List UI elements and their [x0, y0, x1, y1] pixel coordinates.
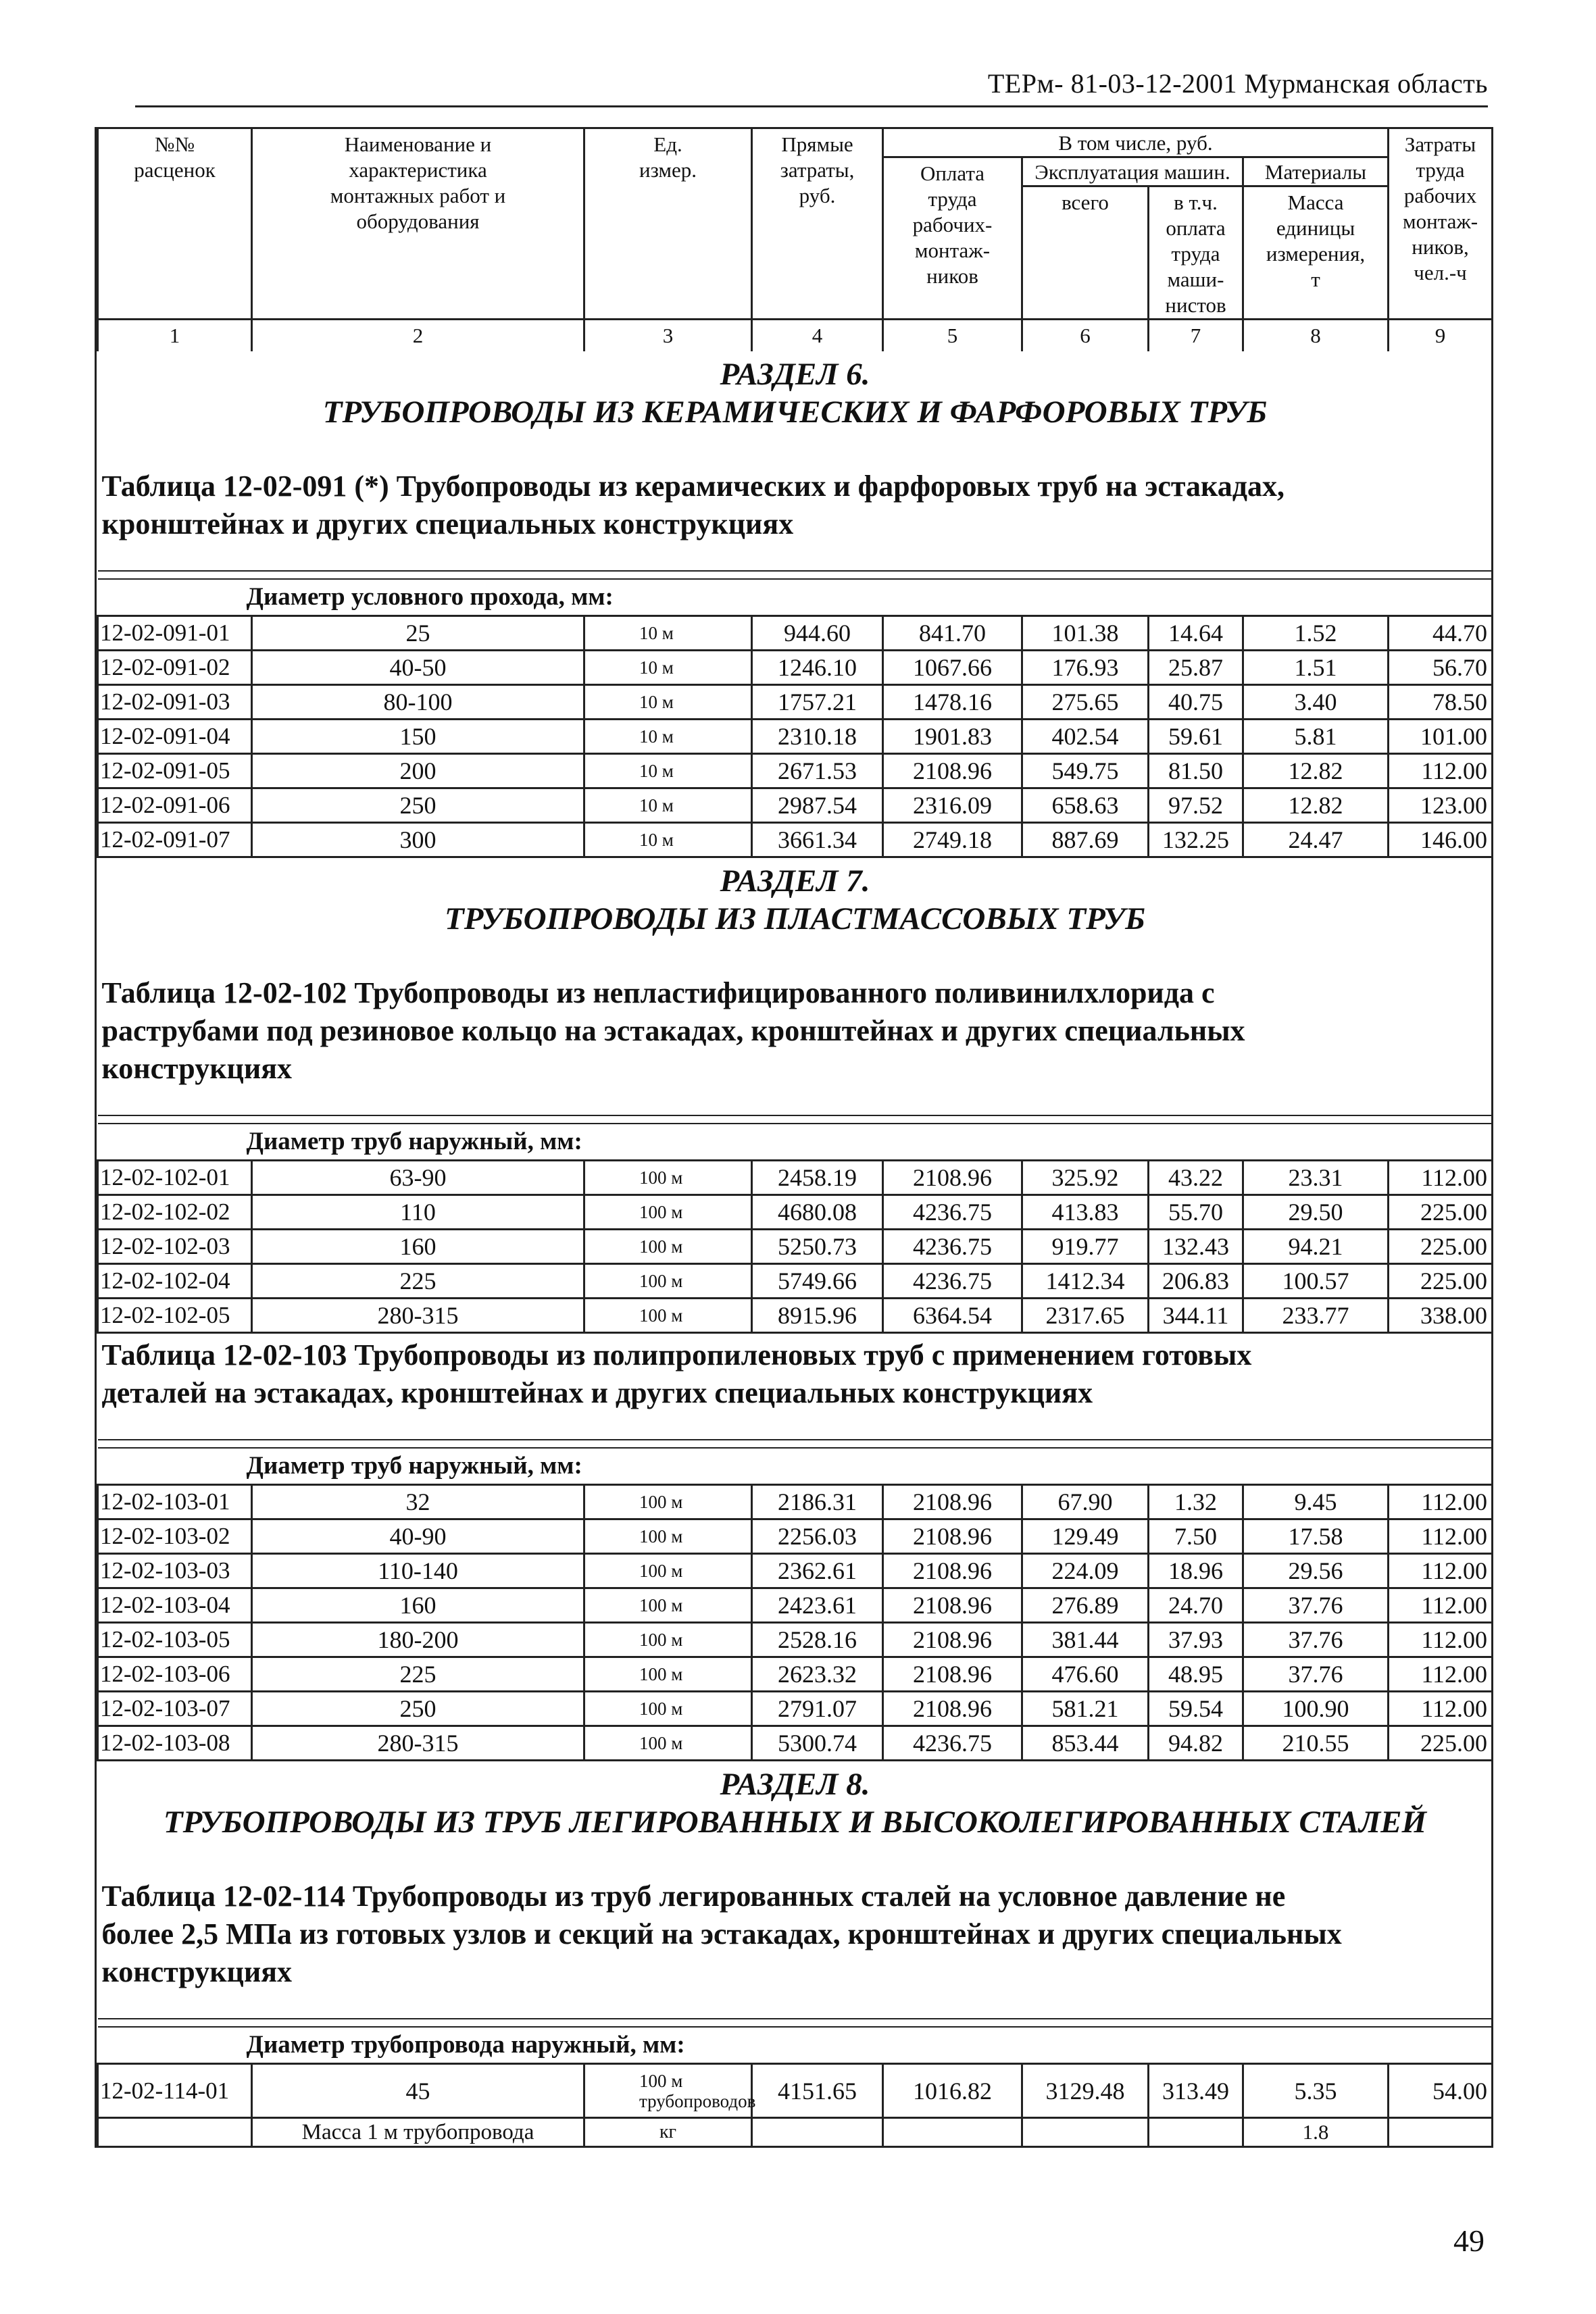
materials: 29.56	[1243, 1554, 1389, 1588]
labor-costs: 112.00	[1389, 1657, 1493, 1692]
machinists-wages: 59.54	[1149, 1692, 1243, 1726]
table-row	[98, 823, 1493, 857]
machinists-wages: 37.93	[1149, 1623, 1243, 1657]
mass-unit: кг	[584, 2118, 752, 2147]
labor-costs: 44.70	[1389, 616, 1493, 651]
workers-wages: 2108.96	[883, 1657, 1022, 1692]
materials: 100.57	[1243, 1264, 1389, 1299]
rate-code: 12-02-102-02	[98, 1195, 252, 1230]
parameter-label: Диаметр труб наружный, мм:	[98, 1448, 1493, 1485]
rate-code: 12-02-102-03	[98, 1230, 252, 1264]
unit-cell: 10 м	[584, 823, 752, 857]
direct-costs: 5300.74	[752, 1726, 883, 1761]
table-row	[98, 720, 1493, 754]
workers-wages: 4236.75	[883, 1726, 1022, 1761]
empty-cell	[1149, 2118, 1243, 2147]
materials: 3.40	[1243, 685, 1389, 720]
materials: 94.21	[1243, 1230, 1389, 1264]
machines-total: 325.92	[1022, 1161, 1149, 1195]
materials: 12.82	[1243, 788, 1389, 823]
machinists-wages: 25.87	[1149, 651, 1243, 685]
parameter-label: Диаметр условного прохода, мм:	[98, 579, 1493, 616]
machinists-wages: 313.49	[1149, 2064, 1243, 2118]
rate-code: 12-02-091-03	[98, 685, 252, 720]
workers-wages: 2108.96	[883, 754, 1022, 788]
materials: 210.55	[1243, 1726, 1389, 1761]
table-row	[98, 1692, 1493, 1726]
col-head-labor: Затраты труда рабочих монтаж- ников, чел.-ч	[1389, 128, 1493, 320]
empty-cell	[752, 2118, 883, 2147]
materials: 5.81	[1243, 720, 1389, 754]
unit-cell: 100 м	[584, 1299, 752, 1333]
materials: 37.76	[1243, 1588, 1389, 1623]
table-row	[98, 1519, 1493, 1554]
work-name: 80-100	[252, 685, 584, 720]
rate-code: 12-02-103-06	[98, 1657, 252, 1692]
machinists-wages: 24.70	[1149, 1588, 1243, 1623]
header-rule	[135, 105, 1488, 107]
work-name: 250	[252, 788, 584, 823]
work-name: 40-50	[252, 651, 584, 685]
materials: 23.31	[1243, 1161, 1389, 1195]
machinists-wages: 132.43	[1149, 1230, 1243, 1264]
table-row	[98, 616, 1493, 651]
table-row	[98, 788, 1493, 823]
table-caption: Таблица 12-02-102 Трубопроводы из непластифицированного поливинилхлорида с раструбами под резиновое кольцо на эстакадах, кронштейнах и других специальных конструкциях	[101, 976, 1245, 1085]
table-row	[98, 1657, 1493, 1692]
direct-costs: 3661.34	[752, 823, 883, 857]
col-head-wages: Оплата труда рабочих- монтаж- ников	[883, 157, 1022, 320]
machines-total: 887.69	[1022, 823, 1149, 857]
section-6	[98, 351, 1493, 616]
parameter-label: Диаметр труб наружный, мм:	[98, 1124, 1493, 1161]
rows-12-02-102	[98, 1161, 1493, 1333]
table-caption: Таблица 12-02-114 Трубопроводы из труб легированных сталей на условное давление не более 2,5 МПа из готовых узлов и секций на эстакадах, кронштейнах и других специальных конструкциях	[101, 1880, 1342, 1988]
unit-cell: 100 м	[584, 1230, 752, 1264]
rate-code: 12-02-103-07	[98, 1692, 252, 1726]
section-heading: РАЗДЕЛ 6. ТРУБОПРОВОДЫ ИЗ КЕРАМИЧЕСКИХ И ФАРФОРОВЫХ ТРУБ	[322, 357, 1268, 430]
labor-costs: 56.70	[1389, 651, 1493, 685]
labor-costs: 112.00	[1389, 754, 1493, 788]
col-head-unit: Ед. измер.	[584, 128, 752, 320]
workers-wages: 4236.75	[883, 1195, 1022, 1230]
table-row	[98, 1554, 1493, 1588]
rate-code: 12-02-103-04	[98, 1588, 252, 1623]
workers-wages: 2108.96	[883, 1161, 1022, 1195]
work-name: 280-315	[252, 1299, 584, 1333]
unit-cell: 10 м	[584, 788, 752, 823]
col-head-direct-costs: Прямые затраты, руб.	[752, 128, 883, 320]
machines-total: 1412.34	[1022, 1264, 1149, 1299]
table-row	[98, 754, 1493, 788]
workers-wages: 2108.96	[883, 1623, 1022, 1657]
work-name: 200	[252, 754, 584, 788]
materials: 29.50	[1243, 1195, 1389, 1230]
direct-costs: 2528.16	[752, 1623, 883, 1657]
machines-total: 101.38	[1022, 616, 1149, 651]
rate-code: 12-02-091-05	[98, 754, 252, 788]
unit-cell: 100 м	[584, 1161, 752, 1195]
unit-cell: 100 м трубопроводов	[584, 2064, 752, 2118]
machinists-wages: 43.22	[1149, 1161, 1243, 1195]
caption-rule	[98, 571, 1493, 579]
rate-code: 12-02-103-01	[98, 1485, 252, 1519]
mass-label: Масса 1 м трубопровода	[252, 2118, 584, 2147]
materials: 233.77	[1243, 1299, 1389, 1333]
work-name: 300	[252, 823, 584, 857]
unit-cell: 100 м	[584, 1195, 752, 1230]
machines-total: 176.93	[1022, 651, 1149, 685]
labor-costs: 112.00	[1389, 1554, 1493, 1588]
materials: 1.51	[1243, 651, 1389, 685]
col-head-codes: №№ расценок	[98, 128, 252, 320]
machines-total: 853.44	[1022, 1726, 1149, 1761]
table-caption: Таблица 12-02-091 (*) Трубопроводы из керамических и фарфоровых труб на эстакадах, кронштейнах и других специальных конструкциях	[101, 470, 1285, 540]
table-row	[98, 1623, 1493, 1657]
materials: 12.82	[1243, 754, 1389, 788]
empty-cell	[1022, 2118, 1149, 2147]
document-title: ТЕРм- 81-03-12-2001 Мурманская область	[987, 68, 1488, 99]
section-7	[98, 857, 1493, 1161]
labor-costs: 112.00	[1389, 1623, 1493, 1657]
machinists-wages: 344.11	[1149, 1299, 1243, 1333]
work-name: 280-315	[252, 1726, 584, 1761]
work-name: 32	[252, 1485, 584, 1519]
work-name: 45	[252, 2064, 584, 2118]
machinists-wages: 97.52	[1149, 788, 1243, 823]
work-name: 225	[252, 1264, 584, 1299]
caption-rule	[98, 1440, 1493, 1448]
rate-code: 12-02-102-01	[98, 1161, 252, 1195]
table-row	[98, 1195, 1493, 1230]
mass-row	[98, 2118, 1493, 2147]
workers-wages: 2108.96	[883, 1692, 1022, 1726]
direct-costs: 1246.10	[752, 651, 883, 685]
direct-costs: 2458.19	[752, 1161, 883, 1195]
col-head-machines: Эксплуатация машин.	[1022, 157, 1243, 186]
table-row	[98, 1588, 1493, 1623]
machinists-wages: 81.50	[1149, 754, 1243, 788]
column-numbers-row: 1 2 3 4 5 6 7 8 9	[98, 320, 1493, 352]
section-8	[98, 1761, 1493, 2064]
labor-costs: 146.00	[1389, 823, 1493, 857]
unit-cell: 10 м	[584, 754, 752, 788]
machines-total: 224.09	[1022, 1554, 1149, 1588]
workers-wages: 2108.96	[883, 1554, 1022, 1588]
labor-costs: 112.00	[1389, 1161, 1493, 1195]
materials: 100.90	[1243, 1692, 1389, 1726]
direct-costs: 2987.54	[752, 788, 883, 823]
table-row	[98, 2064, 1493, 2118]
direct-costs: 2423.61	[752, 1588, 883, 1623]
direct-costs: 5250.73	[752, 1230, 883, 1264]
machinists-wages: 48.95	[1149, 1657, 1243, 1692]
rows-12-02-091	[98, 616, 1493, 857]
labor-costs: 101.00	[1389, 720, 1493, 754]
machines-total: 549.75	[1022, 754, 1149, 788]
unit-cell: 100 м	[584, 1485, 752, 1519]
materials: 9.45	[1243, 1485, 1389, 1519]
machinists-wages: 206.83	[1149, 1264, 1243, 1299]
labor-costs: 225.00	[1389, 1264, 1493, 1299]
workers-wages: 4236.75	[883, 1264, 1022, 1299]
rate-code: 12-02-103-02	[98, 1519, 252, 1554]
rate-code: 12-02-103-05	[98, 1623, 252, 1657]
table-row	[98, 1299, 1493, 1333]
machines-total: 67.90	[1022, 1485, 1149, 1519]
rate-code: 12-02-091-01	[98, 616, 252, 651]
table-row	[98, 1485, 1493, 1519]
labor-costs: 112.00	[1389, 1692, 1493, 1726]
machines-total: 413.83	[1022, 1195, 1149, 1230]
unit-cell: 100 м	[584, 1623, 752, 1657]
rate-code: 12-02-091-07	[98, 823, 252, 857]
work-name: 110	[252, 1195, 584, 1230]
col-head-materials: Материалы	[1243, 157, 1389, 186]
work-name: 225	[252, 1657, 584, 1692]
col-head-names: Наименование и характеристика монтажных работ и оборудования	[252, 128, 584, 320]
column-header	[98, 128, 1493, 352]
work-name: 25	[252, 616, 584, 651]
empty-cell	[1389, 2118, 1493, 2147]
direct-costs: 5749.66	[752, 1264, 883, 1299]
unit-cell: 100 м	[584, 1657, 752, 1692]
machinists-wages: 94.82	[1149, 1726, 1243, 1761]
table-caption: Таблица 12-02-103 Трубопроводы из полипропиленовых труб с применением готовых деталей на эстакадах, кронштейнах и других специальных конструкциях	[101, 1338, 1252, 1409]
unit-cell: 10 м	[584, 616, 752, 651]
rate-code: 12-02-102-04	[98, 1264, 252, 1299]
materials: 5.35	[1243, 2064, 1389, 2118]
workers-wages: 1016.82	[883, 2064, 1022, 2118]
direct-costs: 2623.32	[752, 1657, 883, 1692]
materials: 37.76	[1243, 1623, 1389, 1657]
rates-table	[97, 127, 1493, 2148]
labor-costs: 225.00	[1389, 1230, 1493, 1264]
workers-wages: 841.70	[883, 616, 1022, 651]
work-name: 180-200	[252, 1623, 584, 1657]
machines-total: 581.21	[1022, 1692, 1149, 1726]
workers-wages: 4236.75	[883, 1230, 1022, 1264]
labor-costs: 112.00	[1389, 1588, 1493, 1623]
workers-wages: 1478.16	[883, 685, 1022, 720]
workers-wages: 2108.96	[883, 1485, 1022, 1519]
labor-costs: 225.00	[1389, 1726, 1493, 1761]
work-name: 63-90	[252, 1161, 584, 1195]
rate-code: 12-02-091-02	[98, 651, 252, 685]
page-number: 49	[1453, 2223, 1485, 2258]
direct-costs: 4680.08	[752, 1195, 883, 1230]
machines-total: 276.89	[1022, 1588, 1149, 1623]
labor-costs: 78.50	[1389, 685, 1493, 720]
col-head-machines-total: всего	[1022, 186, 1149, 320]
table-12-02-103-head	[98, 1333, 1493, 1485]
table-row	[98, 1726, 1493, 1761]
workers-wages: 2108.96	[883, 1588, 1022, 1623]
parameter-label: Диаметр трубопровода наружный, мм:	[98, 2027, 1493, 2064]
work-name: 150	[252, 720, 584, 754]
empty-cell	[98, 2118, 252, 2147]
machines-total: 381.44	[1022, 1623, 1149, 1657]
materials: 17.58	[1243, 1519, 1389, 1554]
direct-costs: 1757.21	[752, 685, 883, 720]
rate-code: 12-02-103-03	[98, 1554, 252, 1588]
machinists-wages: 1.32	[1149, 1485, 1243, 1519]
machines-total: 476.60	[1022, 1657, 1149, 1692]
col-head-machinists-wages: в т.ч. оплата труда маши- нистов	[1149, 186, 1243, 320]
table-row	[98, 685, 1493, 720]
materials: 24.47	[1243, 823, 1389, 857]
direct-costs: 2362.61	[752, 1554, 883, 1588]
rates-document	[95, 127, 1493, 2148]
work-name: 40-90	[252, 1519, 584, 1554]
work-name: 160	[252, 1588, 584, 1623]
labor-costs: 112.00	[1389, 1519, 1493, 1554]
workers-wages: 2749.18	[883, 823, 1022, 857]
direct-costs: 2791.07	[752, 1692, 883, 1726]
unit-cell: 100 м	[584, 1264, 752, 1299]
unit-cell: 10 м	[584, 651, 752, 685]
section-heading: РАЗДЕЛ 7. ТРУБОПРОВОДЫ ИЗ ПЛАСТМАССОВЫХ ТРУБ	[445, 863, 1146, 936]
section-heading: РАЗДЕЛ 8. ТРУБОПРОВОДЫ ИЗ ТРУБ ЛЕГИРОВАННЫХ И ВЫСОКОЛЕГИРОВАННЫХ СТАЛЕЙ	[163, 1767, 1427, 1840]
labor-costs: 54.00	[1389, 2064, 1493, 2118]
workers-wages: 1901.83	[883, 720, 1022, 754]
machines-total: 3129.48	[1022, 2064, 1149, 2118]
materials: 37.76	[1243, 1657, 1389, 1692]
labor-costs: 225.00	[1389, 1195, 1493, 1230]
direct-costs: 2256.03	[752, 1519, 883, 1554]
unit-cell: 10 м	[584, 685, 752, 720]
machines-total: 919.77	[1022, 1230, 1149, 1264]
workers-wages: 1067.66	[883, 651, 1022, 685]
rate-code: 12-02-091-06	[98, 788, 252, 823]
machinists-wages: 14.64	[1149, 616, 1243, 651]
direct-costs: 2671.53	[752, 754, 883, 788]
direct-costs: 944.60	[752, 616, 883, 651]
unit-cell: 100 м	[584, 1554, 752, 1588]
machinists-wages: 59.61	[1149, 720, 1243, 754]
materials: 1.52	[1243, 616, 1389, 651]
col-head-mass: Масса единицы измерения, т	[1243, 186, 1389, 320]
caption-rule	[98, 2019, 1493, 2027]
rate-code: 12-02-103-08	[98, 1726, 252, 1761]
table-row	[98, 651, 1493, 685]
direct-costs: 2310.18	[752, 720, 883, 754]
unit-cell: 100 м	[584, 1726, 752, 1761]
work-name: 250	[252, 1692, 584, 1726]
caption-rule	[98, 1115, 1493, 1124]
machinists-wages: 18.96	[1149, 1554, 1243, 1588]
unit-cell: 100 м	[584, 1588, 752, 1623]
machinists-wages: 40.75	[1149, 685, 1243, 720]
direct-costs: 2186.31	[752, 1485, 883, 1519]
direct-costs: 4151.65	[752, 2064, 883, 2118]
work-name: 160	[252, 1230, 584, 1264]
unit-cell: 100 м	[584, 1519, 752, 1554]
empty-cell	[883, 2118, 1022, 2147]
rate-code: 12-02-114-01	[98, 2064, 252, 2118]
unit-cell: 100 м	[584, 1692, 752, 1726]
table-row	[98, 1161, 1493, 1195]
table-row	[98, 1264, 1493, 1299]
rows-12-02-103	[98, 1485, 1493, 1761]
machines-total: 402.54	[1022, 720, 1149, 754]
machines-total: 129.49	[1022, 1519, 1149, 1554]
workers-wages: 6364.54	[883, 1299, 1022, 1333]
rate-code: 12-02-102-05	[98, 1299, 252, 1333]
work-name: 110-140	[252, 1554, 584, 1588]
unit-cell: 10 м	[584, 720, 752, 754]
labor-costs: 112.00	[1389, 1485, 1493, 1519]
machines-total: 658.63	[1022, 788, 1149, 823]
mass-value: 1.8	[1243, 2118, 1389, 2147]
rate-code: 12-02-091-04	[98, 720, 252, 754]
rows-12-02-114	[98, 2064, 1493, 2147]
table-row	[98, 1230, 1493, 1264]
machinists-wages: 7.50	[1149, 1519, 1243, 1554]
workers-wages: 2316.09	[883, 788, 1022, 823]
machines-total: 275.65	[1022, 685, 1149, 720]
labor-costs: 123.00	[1389, 788, 1493, 823]
direct-costs: 8915.96	[752, 1299, 883, 1333]
workers-wages: 2108.96	[883, 1519, 1022, 1554]
machinists-wages: 55.70	[1149, 1195, 1243, 1230]
col-head-including: В том числе, руб.	[883, 128, 1389, 157]
labor-costs: 338.00	[1389, 1299, 1493, 1333]
machinists-wages: 132.25	[1149, 823, 1243, 857]
machines-total: 2317.65	[1022, 1299, 1149, 1333]
